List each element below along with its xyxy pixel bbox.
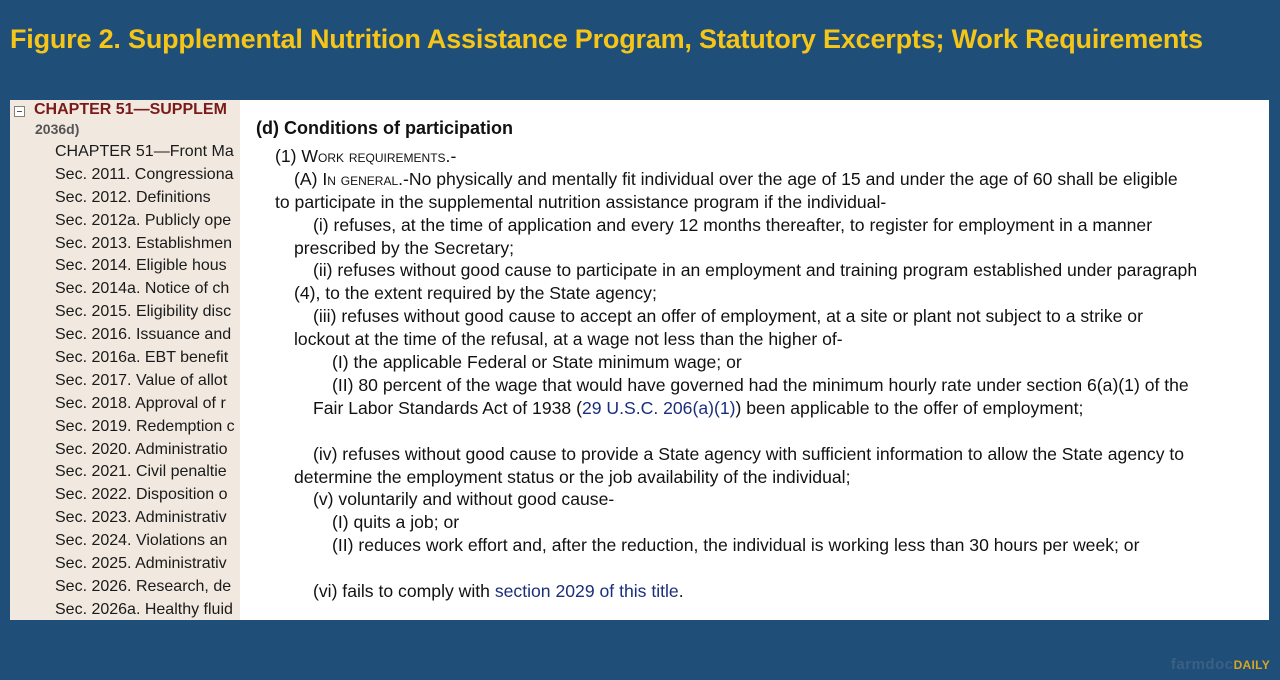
- toc-item[interactable]: Sec. 2026a. Healthy fluid: [55, 600, 233, 618]
- figure-title: Figure 2. Supplemental Nutrition Assistance Program, Statutory Excerpts; Work Requirements: [10, 24, 1203, 54]
- toc-sidebar: [10, 100, 240, 620]
- paragraph-A-line2: to participate in the supplemental nutrition assistance program if the individual-: [275, 191, 887, 212]
- clause-iv-line2: determine the employment status or the job availability of the individual;: [294, 466, 851, 487]
- clause-iii-line2: lockout at the time of the refusal, at a wage not less than the higher of-: [294, 329, 843, 350]
- toc-item[interactable]: Sec. 2021. Civil penaltie: [55, 463, 227, 481]
- toc-item[interactable]: Sec. 2026. Research, de: [55, 577, 232, 595]
- spacer: [240, 557, 1269, 580]
- chapter-subtitle: 2036d): [35, 121, 80, 137]
- subclause-v-I: (I) quits a job; or: [332, 512, 460, 533]
- toc-item[interactable]: Sec. 2012. Definitions: [55, 188, 211, 206]
- subclause-v-II: (II) reduces work effort and, after the reduction, the individual is working less than 30 hours per week; or: [332, 535, 1140, 556]
- spacer: [240, 420, 1269, 443]
- toc-item[interactable]: Sec. 2012a. Publicly ope: [55, 211, 232, 229]
- subclause-iii-II-line1: (II) 80 percent of the wage that would have governed had the minimum hourly rate under section 6(a)(1) of the: [332, 374, 1189, 395]
- collapse-minus-icon[interactable]: [14, 106, 25, 117]
- toc-item[interactable]: Sec. 2020. Administratio: [55, 440, 228, 458]
- clause-i-line2: prescribed by the Secretary;: [294, 237, 515, 258]
- paragraph-label: In general.: [322, 168, 404, 189]
- subclause-iii-II-line2: [240, 397, 1269, 420]
- section-heading: (d) Conditions of participation: [256, 118, 513, 138]
- clause-text: ) been applicable to the offer of employment;: [735, 397, 1084, 418]
- paragraph-1: [240, 145, 1269, 168]
- toc-item[interactable]: Sec. 2014a. Notice of ch: [55, 280, 230, 298]
- toc-item[interactable]: CHAPTER 51—Front Ma: [55, 143, 234, 160]
- paragraph-number: (1): [275, 145, 302, 166]
- toc-item[interactable]: Sec. 2015. Eligibility disc: [55, 303, 232, 321]
- toc-item[interactable]: Sec. 2016. Issuance and: [55, 326, 232, 344]
- toc-item[interactable]: Sec. 2018. Approval of r: [55, 394, 226, 412]
- clause-iv-line1: (iv) refuses without good cause to provide a State agency with sufficient information to allow the State agency to: [313, 443, 1185, 464]
- clause-v: (v) voluntarily and without good cause-: [313, 489, 615, 510]
- clause-text: (vi) fails to comply with: [313, 581, 495, 602]
- clause-ii-line1: (ii) refuses without good cause to participate in an employment and training program established under paragraph: [313, 260, 1198, 281]
- paragraph-A-line1: [240, 168, 1269, 191]
- toc-item[interactable]: Sec. 2014. Eligible hous: [55, 257, 227, 275]
- clause-iii-line1: (iii) refuses without good cause to accept an offer of employment, at a site or plant not subject to a strike or: [313, 306, 1143, 327]
- usc-citation-link[interactable]: 29 U.S.C. 206(a)(1): [581, 397, 736, 418]
- toc-item[interactable]: Sec. 2019. Redemption c: [55, 417, 235, 435]
- paragraph-label: Work requirements.: [301, 145, 451, 166]
- brand-name: farmdoc: [1170, 656, 1234, 673]
- statute-text: [240, 100, 1269, 620]
- paragraph-dash: -: [450, 145, 457, 166]
- clause-text: Fair Labor Standards Act of 1938 (: [313, 397, 582, 418]
- chapter-title[interactable]: CHAPTER 51—SUPPLEM: [34, 101, 227, 118]
- clause-ii-line2: (4), to the extent required by the State agency;: [294, 283, 657, 304]
- toc-item[interactable]: Sec. 2023. Administrativ: [55, 509, 227, 527]
- section-2029-link[interactable]: section 2029 of this title: [494, 581, 679, 602]
- toc-item[interactable]: Sec. 2022. Disposition o: [55, 486, 228, 504]
- clause-vi: [240, 580, 1269, 603]
- paragraph-text: -No physically and mentally fit individual over the age of 15 and under the age of 60 shall be eligible: [403, 168, 1178, 189]
- toc-list: [55, 141, 235, 620]
- toc-item[interactable]: Sec. 2017. Value of allot: [55, 371, 228, 389]
- chapter-header[interactable]: [14, 101, 227, 119]
- subclause-iii-I: (I) the applicable Federal or State minimum wage; or: [332, 352, 742, 373]
- paragraph-number: (A): [294, 168, 323, 189]
- brand-suffix: DAILY: [1233, 658, 1270, 672]
- toc-item[interactable]: Sec. 2011. Congressiona: [55, 165, 234, 183]
- toc-item[interactable]: Sec. 2025. Administrativ: [55, 555, 227, 573]
- toc-item[interactable]: Sec. 2013. Establishmen: [55, 234, 232, 252]
- toc-item[interactable]: Sec. 2024. Violations an: [55, 532, 228, 550]
- clause-i-line1: (i) refuses, at the time of application and every 12 months thereafter, to register for employment in a manner: [313, 214, 1153, 235]
- statute-screenshot: [10, 100, 1269, 620]
- toc-item[interactable]: Sec. 2016a. EBT benefit: [55, 349, 229, 367]
- clause-text: .: [678, 581, 684, 602]
- farmdoc-daily-logo: [1171, 656, 1270, 673]
